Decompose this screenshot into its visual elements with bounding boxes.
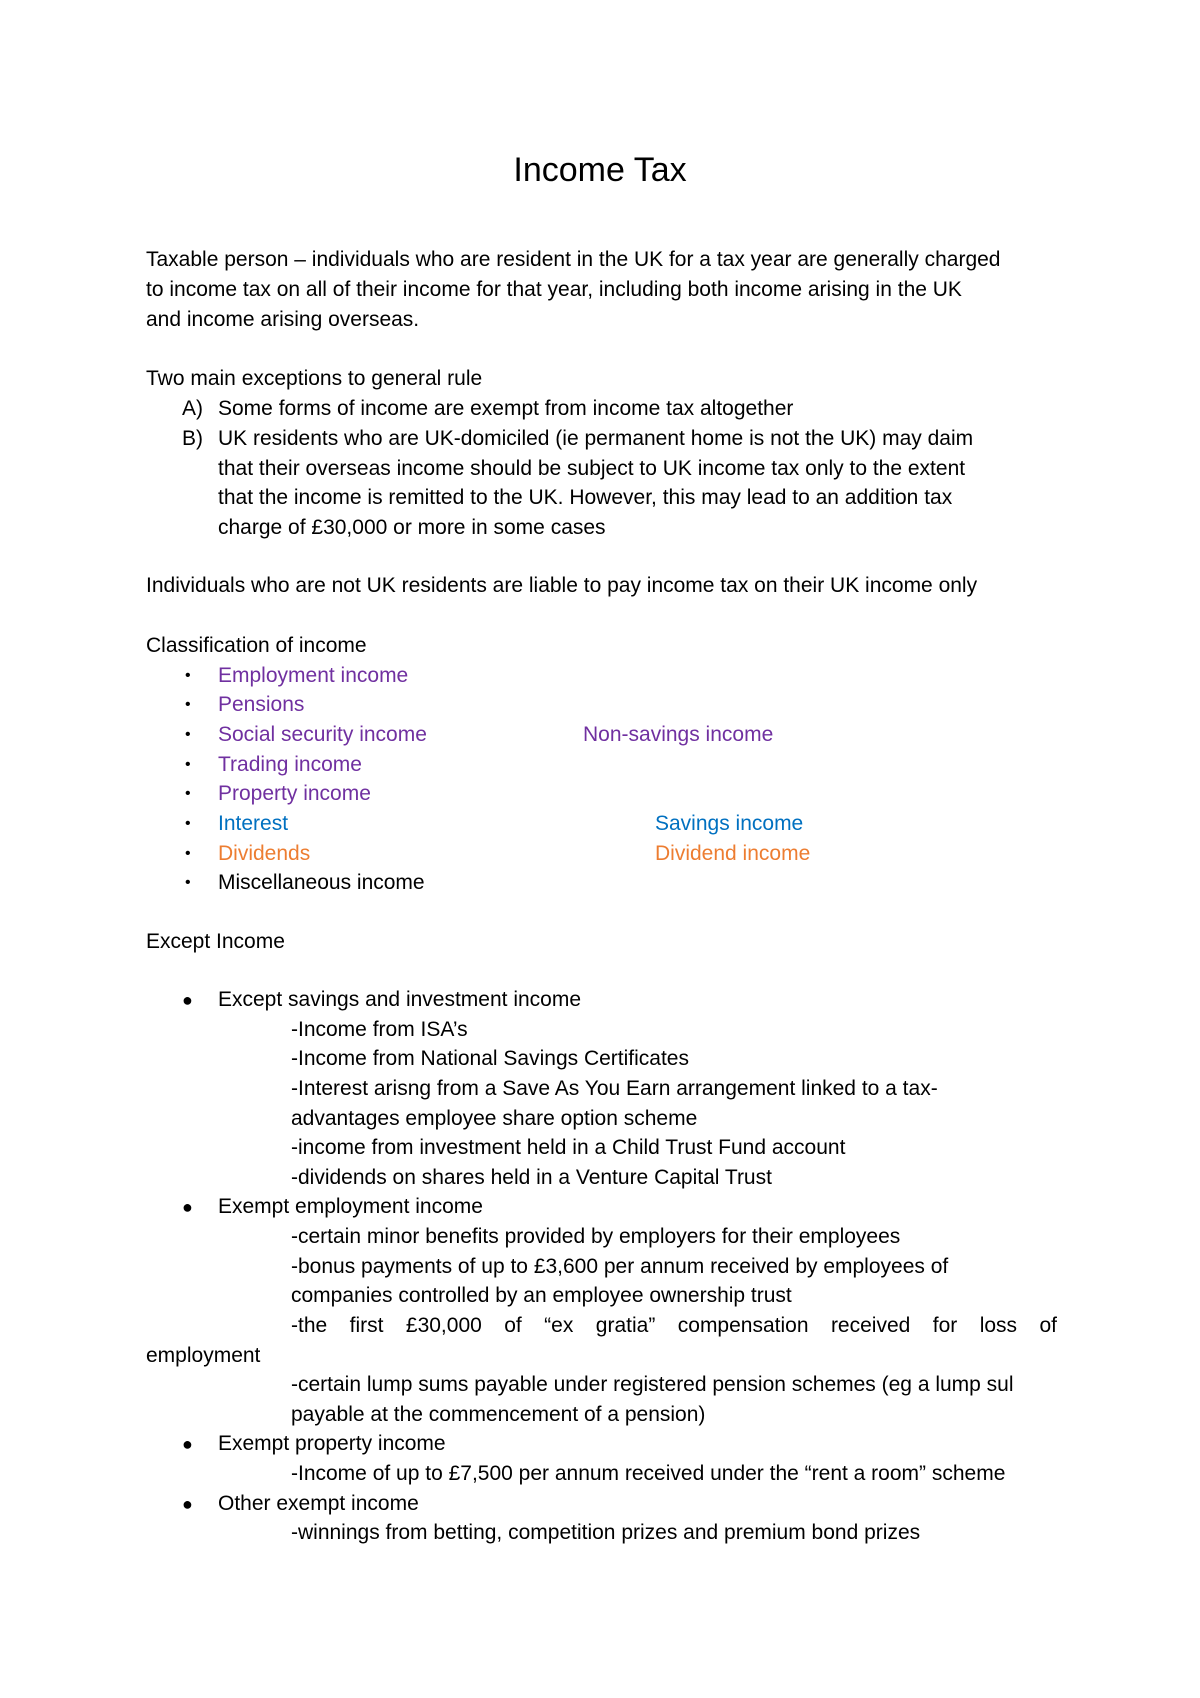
exempt-detail: advantages employee share option scheme <box>291 1107 698 1130</box>
income-type: Interest <box>218 812 289 835</box>
exempt-detail: -dividends on shares held in a Venture Capital Trust <box>291 1166 772 1189</box>
exempt-detail: -winnings from betting, competition prizes and premium bond prizes <box>291 1521 921 1544</box>
bullet-icon: ● <box>182 1434 193 1454</box>
bullet-icon: • <box>185 696 191 713</box>
bullet-icon: ● <box>182 990 193 1010</box>
exempt-heading: Except Income <box>146 930 285 953</box>
dividend-group-label: Dividend income <box>655 842 811 865</box>
bullet-icon: ● <box>182 1197 193 1217</box>
savings-group-label: Savings income <box>655 812 804 835</box>
intro-line: to income tax on all of their income for that year, including both income arising in the UK <box>146 278 962 301</box>
income-type: Miscellaneous income <box>218 871 425 894</box>
exempt-detail: -Income from National Savings Certificates <box>291 1047 689 1070</box>
classification-heading: Classification of income <box>146 634 367 657</box>
income-type: Pensions <box>218 693 305 716</box>
bullet-icon: • <box>185 756 191 773</box>
exception-text: that their overseas income should be subject to UK income tax only to the extent <box>218 457 966 480</box>
exception-text: charge of £30,000 or more in some cases <box>218 516 606 539</box>
exempt-detail: -certain minor benefits provided by employers for their employees <box>291 1225 901 1248</box>
exempt-detail: -bonus payments of up to £3,600 per annum received by employees of <box>291 1255 949 1278</box>
page-title: Income Tax <box>513 151 687 189</box>
exempt-detail: -the first £30,000 of “ex gratia” compensation received for loss of <box>291 1314 1057 1337</box>
intro-line: Taxable person – individuals who are resident in the UK for a tax year are generally charged <box>146 248 1001 271</box>
bullet-icon: • <box>185 785 191 802</box>
bullet-icon: ● <box>182 1494 193 1514</box>
exception-text: that the income is remitted to the UK. However, this may lead to an addition tax <box>218 486 953 509</box>
exempt-section-title: Other exempt income <box>218 1492 419 1515</box>
exempt-detail: companies controlled by an employee ownership trust <box>291 1284 792 1307</box>
bullet-icon: • <box>185 874 191 891</box>
bullet-icon: • <box>185 667 191 684</box>
exempt-detail: -Interest arisng from a Save As You Earn arrangement linked to a tax- <box>291 1077 938 1100</box>
list-marker-a: A) <box>182 397 203 420</box>
exempt-detail: -certain lump sums payable under registered pension schemes (eg a lump sul <box>291 1373 1014 1396</box>
list-marker-b: B) <box>182 427 203 450</box>
income-type: Employment income <box>218 664 409 687</box>
exempt-detail: -income from investment held in a Child Trust Fund account <box>291 1136 846 1159</box>
bullet-icon: • <box>185 726 191 743</box>
exceptions-heading: Two main exceptions to general rule <box>146 367 483 390</box>
income-type: Trading income <box>218 753 362 776</box>
exempt-detail: employment <box>146 1344 261 1367</box>
bullet-icon: • <box>185 845 191 862</box>
intro-line: and income arising overseas. <box>146 308 420 331</box>
income-type: Property income <box>218 782 371 805</box>
non-savings-group-label: Non-savings income <box>583 723 774 746</box>
exempt-section-title: Exempt employment income <box>218 1195 483 1218</box>
income-type: Dividends <box>218 842 311 865</box>
exception-text: UK residents who are UK-domiciled (ie permanent home is not the UK) may daim <box>218 427 974 450</box>
income-type: Social security income <box>218 723 427 746</box>
exempt-detail: payable at the commencement of a pension) <box>291 1403 706 1426</box>
exempt-detail: -Income from ISA’s <box>291 1018 468 1041</box>
exempt-section-title: Exempt property income <box>218 1432 446 1455</box>
exempt-detail: -Income of up to £7,500 per annum received under the “rent a room” scheme <box>291 1462 1006 1485</box>
non-residents-note: Individuals who are not UK residents are liable to pay income tax on their UK income only <box>146 574 978 597</box>
bullet-icon: • <box>185 815 191 832</box>
exempt-section-title: Except savings and investment income <box>218 988 582 1011</box>
exception-text: Some forms of income are exempt from income tax altogether <box>218 397 794 420</box>
